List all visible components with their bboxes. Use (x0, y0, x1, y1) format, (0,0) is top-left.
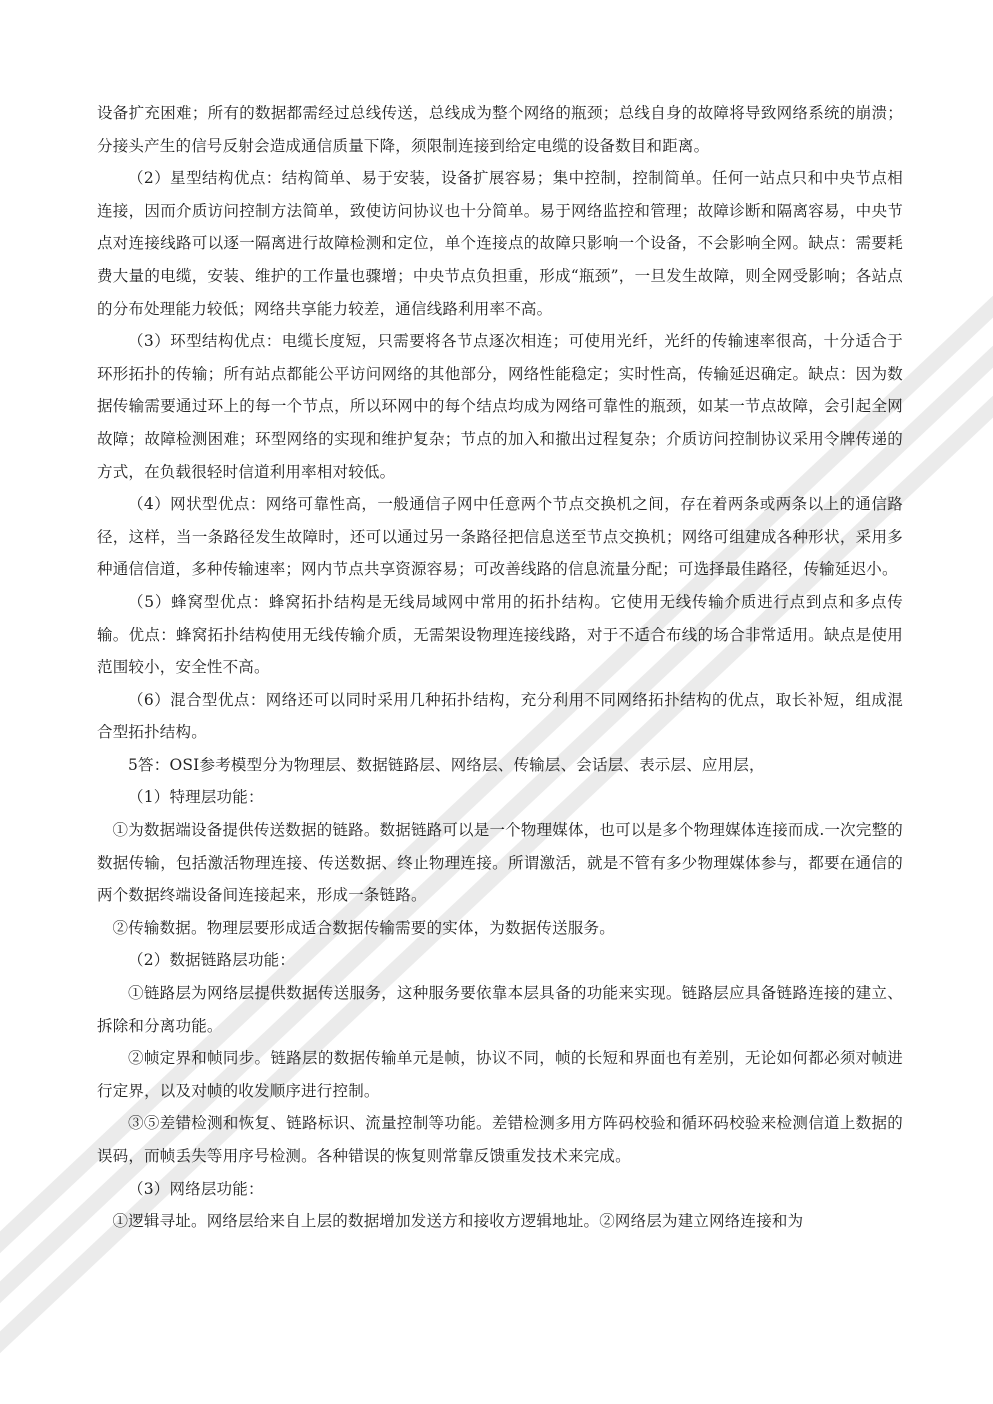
paragraph: 5答：OSI参考模型分为物理层、数据链路层、网络层、传输层、会话层、表示层、应用层， (128, 755, 765, 774)
paragraph: ①为数据端设备提供传送数据的链路。数据链路可以是一个物理媒体，也可以是多个物理媒体连接而成.一次完整的数据传输，包括激活物理连接、传送数据、终止物理连接。所谓激活，就是不管有多少物理媒体参与，都要在通信的两个数据终端设备间连接起来，形成一条链路。 (97, 821, 903, 905)
paragraph: （3）网络层功能： (128, 1179, 264, 1198)
paragraph: （2）数据链路层功能： (128, 951, 296, 970)
paragraph: 设备扩充困难；所有的数据都需经过总线传送，总线成为整个网络的瓶颈；总线自身的故障将导致网络系统的崩溃；分接头产生的信号反射会造成通信质量下降，须限制连接到给定电缆的设备数目和距离。 (97, 104, 903, 155)
paragraph: ①链路层为网络层提供数据传送服务，这种服务要依靠本层具备的功能来实现。链路层应具备链路连接的建立、拆除和分离功能。 (97, 984, 903, 1035)
paragraph: ①逻辑寻址。网络层给来自上层的数据增加发送方和接收方逻辑地址。②网络层为建立网络连接和为 (112, 1212, 804, 1231)
paragraph: （2）星型结构优点：结构简单、易于安装，设备扩展容易；集中控制，控制简单。任何一站点只和中央节点相连接，因而介质访问控制方法简单，致使访问协议也十分简单。易于网络监控和管理；故障诊断和隔离容易，中央节点对连接线路可以逐一隔离进行故障检测和定位，单个连接点的故障只影响一个设备，不会影响全网。缺点：需要耗费大量的电缆，安装、维护的工作量也骤增；中央节点负担重，形成“瓶颈”，一旦发生故障，则全网受影响；各站点的分布处理能力较低；网络共享能力较差，通信线路利用率不高。 (97, 169, 903, 318)
paragraph: （6）混合型优点：网络还可以同时采用几种拓扑结构，充分利用不同网络拓扑结构的优点，取长补短，组成混合型拓扑结构。 (97, 690, 903, 742)
paragraph: ③⑤差错检测和恢复、链路标识、流量控制等功能。差错检测多用方阵码校验和循环码校验来检测信道上数据的误码，而帧丢失等用序号检测。各种错误的恢复则常靠反馈重发技术来完成。 (97, 1114, 903, 1165)
paragraph: （4）网状型优点：网络可靠性高，一般通信子网中任意两个节点交换机之间，存在着两条或两条以上的通信路径，这样，当一条路径发生故障时，还可以通过另一条路径把信息送至节点交换机；网络可组建成各种形状，采用多种通信信道，多种传输速率；网内节点共享资源容易；可改善线路的信息流量分配；可选择最佳路径，传输延迟小。 (97, 495, 903, 579)
paragraph: ②传输数据。物理层要形成适合数据传输需要的实体，为数据传送服务。 (112, 918, 615, 937)
paragraph: （3）环型结构优点：电缆长度短，只需要将各节点逐次相连；可使用光纤，光纤的传输速率很高，十分适合于环形拓扑的传输；所有站点都能公平访问网络的其他部分，网络性能稳定；实时性高，传输延迟确定。缺点：因为数据传输需要通过环上的每一个节点，所以环网中的每个结点均成为网络可靠性的瓶颈，如某一节点故障，会引起全网故障；故障检测困难；环型网络的实现和维护复杂；节点的加入和撤出过程复杂；介质访问控制协议采用令牌传递的方式，在负载很轻时信道利用率相对较低。 (97, 332, 903, 481)
paragraph: ②帧定界和帧同步。链路层的数据传输单元是帧，协议不同，帧的长短和界面也有差别，无论如何都必须对帧进行定界，以及对帧的收发顺序进行控制。 (97, 1049, 903, 1100)
paragraph: （1）特理层功能： (128, 788, 264, 807)
paragraph: （5）蜂窝型优点：蜂窝拓扑结构是无线局域网中常用的拓扑结构。它使用无线传输介质进行点到点和多点传输。优点：蜂窝拓扑结构使用无线传输介质，无需架设物理连接线路，对于不适合布线的场合非常适用。缺点是使用范围较小，安全性不高。 (97, 592, 903, 677)
document-body (97, 97, 903, 1238)
